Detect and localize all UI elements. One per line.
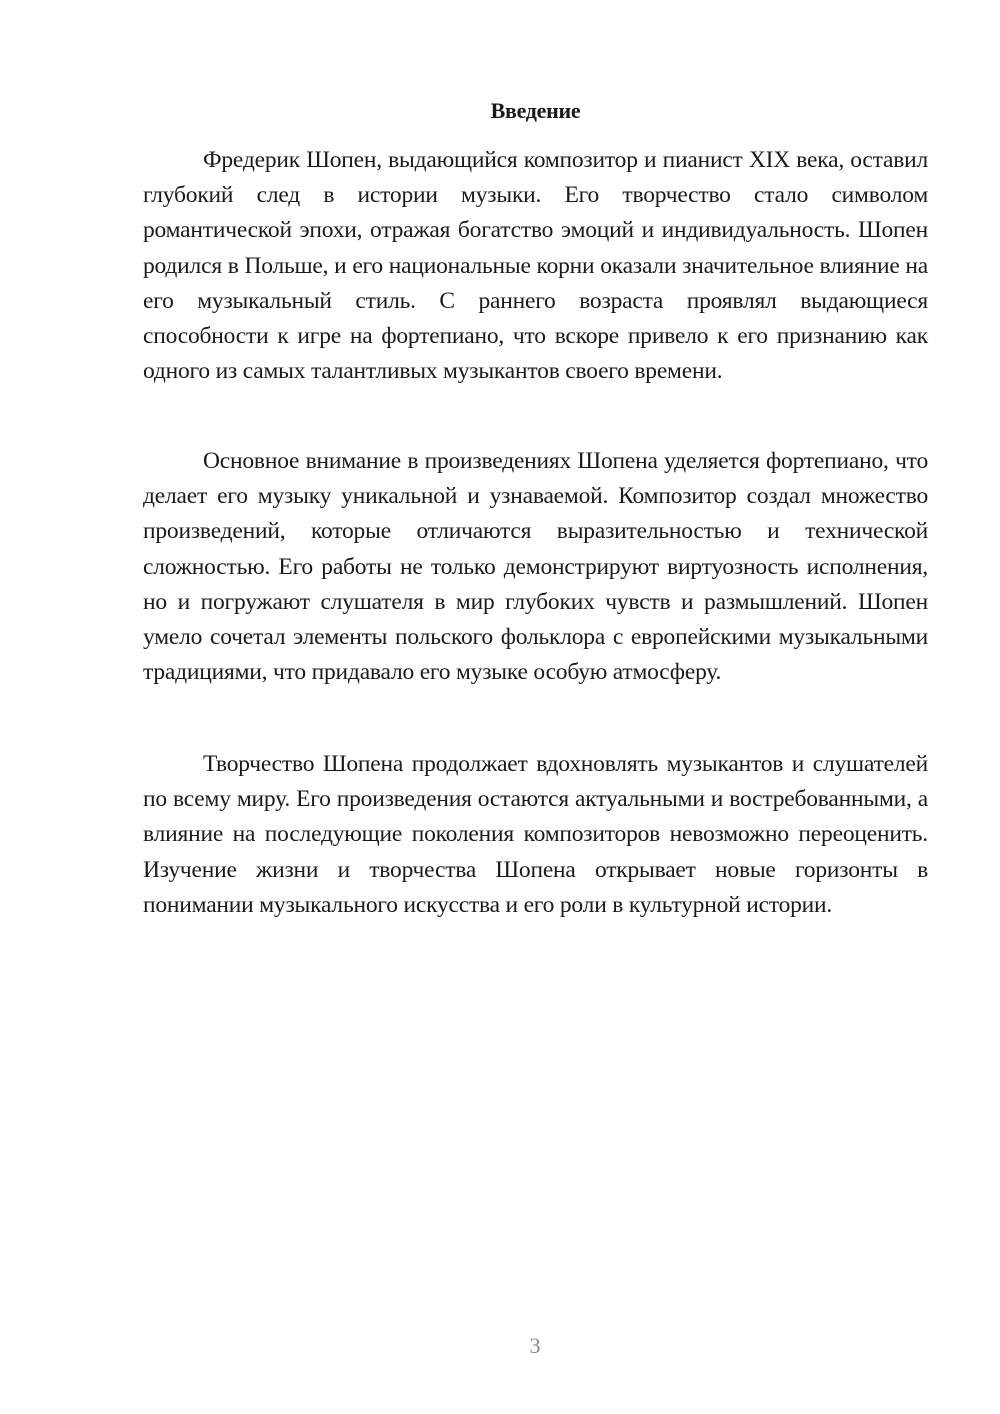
section-title: Введение: [490, 98, 581, 123]
paragraph-1: Фредерик Шопен, выдающийся композитор и пианист XIX века, оставил глубокий след в истории музыки. Его творчество стало символом романтической эпохи, отражая богатство эмоций и индивидуальность. Шопен родился в Польше, и его национальные корни оказали значительное влияние на его музыкальный стиль. С раннего возраста проявлял выдающиеся способности к игре на фортепиано, что вскоре привело к его признанию как одного из самых талантливых музыкантов своего времени.: [143, 147, 928, 385]
page-number: 3: [529, 1333, 541, 1358]
paragraph-2: Основное внимание в произведениях Шопена уделяется фортепиано, что делает его музыку уникальной и узнаваемой. Композитор создал множество произведений, которые отличаются выразительностью и технической сложностью. Его работы не только демонстрируют виртуозность исполнения, но и погружают слушателя в мир глубоких чувств и размышлений. Шопен умело сочетал элементы польского фольклора с европейскими музыкальными традициями, что придавало его музыке особую атмосферу.: [143, 448, 928, 686]
paragraph-3: Творчество Шопена продолжает вдохновлять музыкантов и слушателей по всему миру. Его произведения остаются актуальными и востребованными, а влияние на последующие поколения композиторов невозможно переоценить. Изучение жизни и творчества Шопена открывает новые горизонты в понимании музыкального искусства и его роли в культурной истории.: [143, 751, 928, 918]
